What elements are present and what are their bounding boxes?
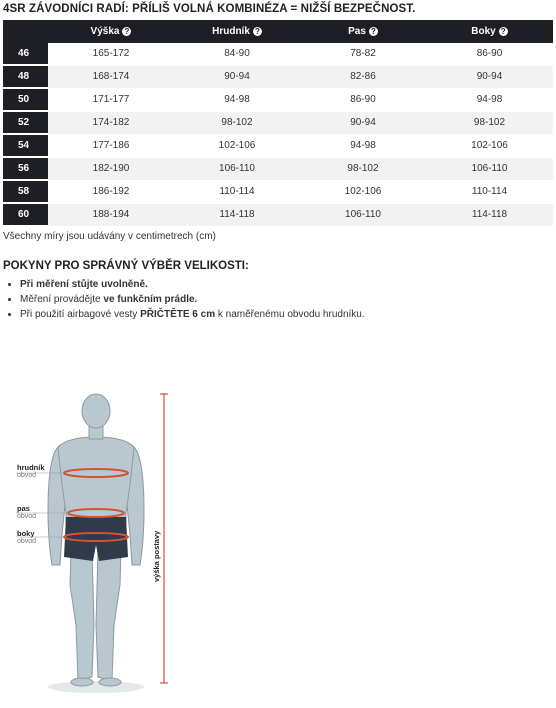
table-cell: 174-182 [48, 111, 174, 134]
table-cell: 98-102 [300, 157, 426, 180]
size-cell: 50 [3, 88, 48, 111]
table-cell: 186-192 [48, 180, 174, 203]
table-cell: 114-118 [174, 203, 300, 226]
table-cell: 94-98 [300, 134, 426, 157]
table-row [3, 111, 553, 134]
size-cell: 52 [3, 111, 48, 134]
table-cell: 86-90 [300, 88, 426, 111]
table-cell: 106-110 [426, 157, 553, 180]
table-row [3, 203, 553, 226]
help-icon[interactable]: ? [253, 27, 262, 36]
size-cell: 56 [3, 157, 48, 180]
instructions-heading: POKYNY PRO SPRÁVNÝ VÝBĚR VELIKOSTI: [3, 260, 249, 272]
chest-label: hrudník obvod [17, 463, 45, 479]
help-icon[interactable]: ? [369, 27, 378, 36]
table-cell: 84-90 [174, 43, 300, 65]
size-cell: 58 [3, 180, 48, 203]
table-cell: 98-102 [426, 111, 553, 134]
help-icon[interactable]: ? [499, 27, 508, 36]
table-cell: 106-110 [300, 203, 426, 226]
size-table [3, 20, 553, 227]
table-cell: 90-94 [174, 65, 300, 88]
table-cell: 102-106 [426, 134, 553, 157]
header-waist: Pas ? [300, 20, 426, 43]
list-item: • Při měření stůjte uvolněně. [20, 277, 365, 292]
table-cell: 168-174 [48, 65, 174, 88]
table-cell: 102-106 [300, 180, 426, 203]
table-cell: 90-94 [300, 111, 426, 134]
height-label: výška postavy [152, 530, 161, 582]
size-cell: 60 [3, 203, 48, 226]
table-row [3, 157, 553, 180]
table-cell: 110-114 [174, 180, 300, 203]
page-title: 4SR ZÁVODNÍCI RADÍ: PŘÍLIŠ VOLNÁ KOMBINÉZA = NIŽŠÍ BEZPEČNOST. [3, 3, 416, 15]
table-cell: 94-98 [426, 88, 553, 111]
table-cell: 82-86 [300, 65, 426, 88]
waist-label: pas obvod [17, 504, 37, 520]
table-header-row [3, 20, 553, 43]
table-cell: 182-190 [48, 157, 174, 180]
table-cell: 110-114 [426, 180, 553, 203]
table-cell: 171-177 [48, 88, 174, 111]
help-icon[interactable]: ? [122, 27, 131, 36]
table-cell: 177-186 [48, 134, 174, 157]
floor-shadow [48, 681, 144, 693]
table-cell: 106-110 [174, 157, 300, 180]
header-chest: Hrudník ? [174, 20, 300, 43]
units-note: Všechny míry jsou udávány v centimetrech (cm) [3, 231, 216, 242]
table-row [3, 180, 553, 203]
size-cell: 54 [3, 134, 48, 157]
left-foot [71, 678, 93, 686]
size-cell: 46 [3, 43, 48, 65]
list-item: • Při použití airbagové vesty PŘIČTĚTE 6 cm k naměřenému obvodu hrudníku. [20, 307, 365, 322]
table-cell: 102-106 [174, 134, 300, 157]
table-cell: 98-102 [174, 111, 300, 134]
right-leg [96, 550, 121, 681]
table-cell: 114-118 [426, 203, 553, 226]
table-cell: 165-172 [48, 43, 174, 65]
instructions-list [8, 277, 365, 322]
head [82, 394, 110, 428]
table-cell: 86-90 [426, 43, 553, 65]
header-height: Výška ? [48, 20, 174, 43]
table-row [3, 65, 553, 88]
table-row [3, 134, 553, 157]
table-row [3, 88, 553, 111]
hips-label: boky obvod [17, 529, 37, 545]
list-item: • Měření provádějte ve funkčním prádle. [20, 292, 365, 307]
table-cell: 90-94 [426, 65, 553, 88]
size-cell: 48 [3, 65, 48, 88]
table-cell: 94-98 [174, 88, 300, 111]
table-row [3, 43, 553, 65]
body-silhouette-illustration [14, 385, 174, 703]
table-cell: 78-82 [300, 43, 426, 65]
table-cell: 188-194 [48, 203, 174, 226]
right-foot [99, 678, 121, 686]
left-leg [70, 550, 94, 681]
header-size [3, 20, 48, 43]
body-measurement-figure [14, 385, 174, 703]
header-hips: Boky ? [426, 20, 553, 43]
